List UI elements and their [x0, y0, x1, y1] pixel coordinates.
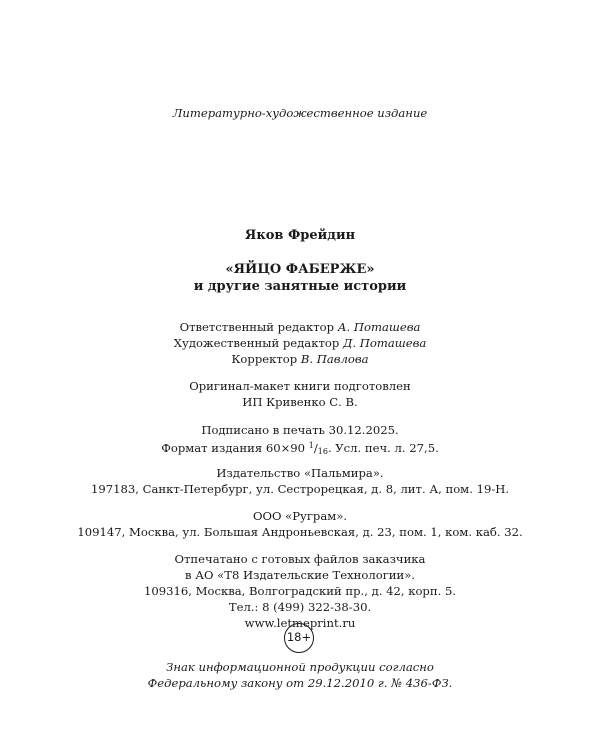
credit-role: Художественный редактор	[173, 336, 340, 350]
printer-phone: Тел.: 8 (499) 322-38-30.	[228, 600, 372, 614]
format-fraction-den: 16	[317, 447, 328, 456]
print-signed: Подписано в печать 30.12.2025.	[201, 423, 399, 437]
book-title: «ЯЙЦО ФАБЕРЖЕ»	[225, 262, 375, 277]
edition-type: Литературно-художественное издание	[172, 106, 428, 120]
credit-name: В. Павлова	[300, 352, 369, 366]
credit-name: А. Поташева	[337, 320, 421, 334]
printer-line2: в АО «Т8 Издательские Технологии».	[184, 568, 415, 582]
credit-role: Корректор	[231, 352, 298, 366]
print-format: Формат издания 60×90 $^1/_{16}$. Усл. печ. л. 27,5.	[161, 441, 439, 456]
format-fraction-num: 1	[308, 441, 314, 450]
printer-line1: Отпечатано с готовых файлов заказчика	[174, 552, 426, 566]
distributor-name: ООО «Руграм».	[252, 509, 348, 523]
credit-proofreader	[0, 351, 600, 367]
book-subtitle: и другие занятные истории	[193, 279, 407, 294]
age-notice-line2: Федеральному закону от 29.12.2010 г. № 436-ФЗ.	[147, 676, 453, 690]
publisher-name: Издательство «Пальмира».	[216, 466, 384, 480]
age-rating-badge: 18+	[284, 623, 314, 653]
age-notice-line1: Знак информационной продукции согласно	[166, 660, 434, 674]
format-suffix: . Усл. печ. л. 27,5.	[327, 441, 439, 455]
layout-credit-line2: ИП Кривенко С. В.	[242, 395, 358, 409]
author-name: Яков Фрейдин	[244, 228, 356, 243]
format-prefix: Формат издания 60×90	[161, 441, 306, 455]
credit-editor	[0, 319, 600, 335]
credit-art-editor	[0, 335, 600, 351]
distributor-address: 109147, Москва, ул. Большая Андроньевская, д. 23, пом. 1, ком. каб. 32.	[77, 525, 523, 539]
publisher-address: 197183, Санкт-Петербург, ул. Сестрорецкая, д. 8, лит. А, пом. 19-Н.	[90, 482, 510, 496]
credit-role: Ответственный редактор	[179, 320, 335, 334]
layout-credit-line1: Оригинал-макет книги подготовлен	[189, 379, 411, 393]
credit-name: Д. Поташева	[342, 336, 427, 350]
printer-website: www.letmeprint.ru	[244, 616, 356, 630]
printer-line3: 109316, Москва, Волгоградский пр., д. 42, корп. 5.	[143, 584, 457, 598]
